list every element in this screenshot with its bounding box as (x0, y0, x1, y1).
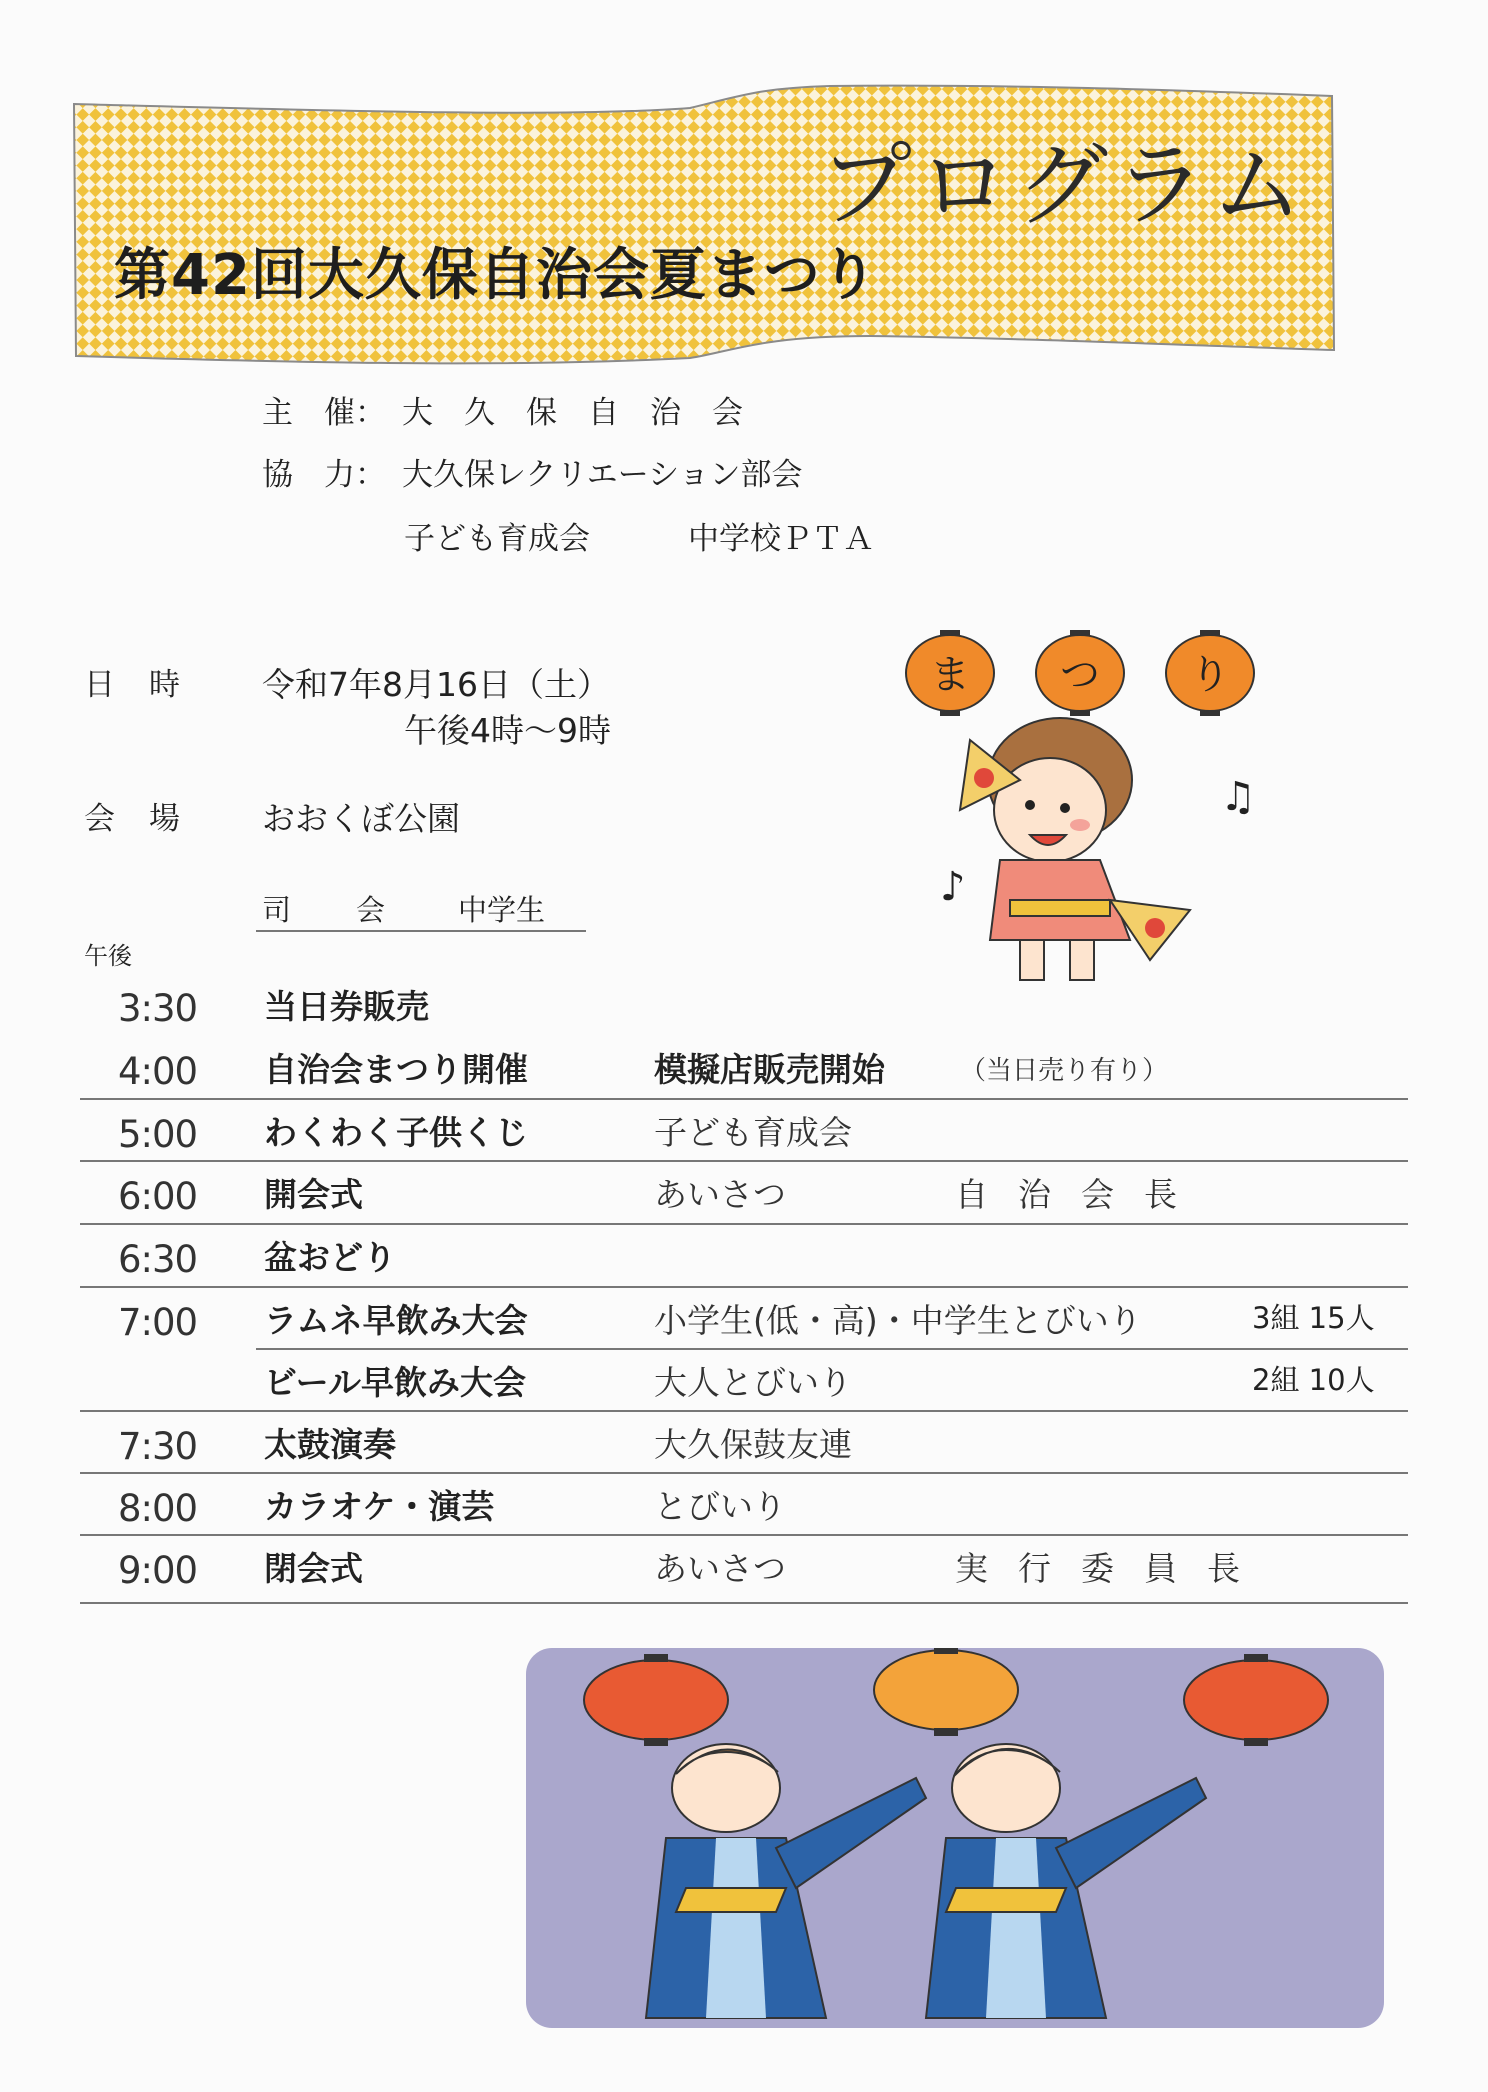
festival-title: 第42回大久保自治会夏まつり (114, 243, 878, 308)
schedule-detail: 模擬店販売開始 (654, 1050, 885, 1089)
schedule-detail: 大久保鼓友連 (654, 1425, 852, 1464)
schedule-time: 6:30 (118, 1238, 198, 1281)
schedule-event: 開会式 (264, 1175, 363, 1214)
coop-value-pta: 中学校ＰＴＡ (688, 521, 874, 557)
coop-label: 協 力： (262, 457, 386, 493)
program-title: プログラム (820, 132, 1310, 239)
schedule-event: ラムネ早飲み大会 (264, 1301, 528, 1340)
dancing-child-icon (960, 718, 1190, 980)
schedule-detail: あいさつ (654, 1175, 786, 1214)
row-divider (80, 1223, 1408, 1225)
row-divider (80, 1602, 1408, 1604)
mc-value: 中学生 (458, 893, 546, 927)
coop-value-recreation: 大久保レクリエーション部会 (402, 457, 803, 493)
row-divider (80, 1098, 1408, 1100)
lantern-char-ri: り (1190, 652, 1230, 698)
row-divider (80, 1160, 1408, 1162)
schedule-event: 閉会式 (264, 1549, 363, 1588)
row-divider (80, 1286, 1408, 1288)
lantern-char-ma: ま (930, 652, 970, 698)
schedule-time: 4:00 (118, 1050, 198, 1093)
schedule-row (0, 1229, 1488, 1291)
schedule-event: 太鼓演奏 (264, 1425, 396, 1464)
row-divider (80, 1410, 1408, 1412)
pm-label: 午後 (84, 942, 132, 970)
schedule-detail: 大人とびいり (654, 1363, 852, 1402)
host-value: 大久保自治会 (402, 395, 774, 431)
venue-value: おおくぼ公園 (262, 799, 460, 838)
schedule-event: 盆おどり (264, 1238, 396, 1277)
schedule-time: 6:00 (118, 1175, 198, 1218)
schedule-time: 5:00 (118, 1113, 198, 1156)
schedule-event: ビール早飲み大会 (264, 1363, 527, 1402)
host-label: 主 催： (262, 395, 386, 431)
schedule-row (0, 1166, 1488, 1228)
schedule-detail: 子ども育成会 (654, 1113, 852, 1152)
music-note-icon: ♫ (1220, 774, 1256, 820)
event-date: 令和7年8月16日（土） (262, 665, 610, 704)
schedule-event: 当日券販売 (264, 987, 429, 1026)
event-time: 午後4時〜9時 (404, 711, 611, 750)
schedule-group: 2組 10人 (1252, 1363, 1375, 1397)
schedule-time: 7:30 (118, 1425, 198, 1468)
mc-underline (256, 930, 586, 932)
schedule-time: 7:00 (118, 1301, 198, 1344)
mc-label: 司 会 (262, 893, 404, 927)
schedule-event: 自治会まつり開催 (264, 1050, 528, 1089)
schedule-person: 自治会長 (955, 1175, 1207, 1214)
schedule-time: 8:00 (118, 1487, 198, 1530)
schedule-detail: 小学生(低・高)・中学生とびいり (654, 1301, 1142, 1340)
coop-value-kids: 子ども育成会 (404, 521, 590, 557)
schedule-time: 3:30 (118, 987, 198, 1030)
schedule-time: 9:00 (118, 1549, 198, 1592)
schedule-event: カラオケ・演芸 (264, 1487, 495, 1526)
schedule-detail: とびいり (654, 1487, 786, 1526)
schedule-row (0, 1478, 1488, 1540)
datetime-label: 日時 (84, 667, 214, 703)
schedule-row (0, 1041, 1488, 1103)
row-divider (80, 1534, 1408, 1536)
schedule-detail: あいさつ (654, 1549, 786, 1588)
schedule-note: （当日売り有り） (960, 1056, 1169, 1086)
schedule-group: 3組 15人 (1252, 1301, 1375, 1335)
schedule-row (0, 1416, 1488, 1478)
row-divider (80, 1472, 1408, 1474)
schedule-row (0, 1354, 1488, 1416)
schedule-row (0, 1104, 1488, 1166)
festival-character-illustration (900, 610, 1280, 1010)
music-note-icon: ♪ (940, 864, 966, 910)
lantern-char-tsu: つ (1060, 652, 1100, 698)
schedule-row (0, 1292, 1488, 1354)
bon-odori-dancers-illustration (526, 1648, 1384, 2028)
schedule-person: 実行委員長 (955, 1549, 1270, 1588)
schedule-event: わくわく子供くじ (264, 1113, 528, 1152)
row-divider (256, 1348, 1408, 1350)
schedule-row (0, 1540, 1488, 1602)
venue-label: 会場 (84, 801, 214, 837)
